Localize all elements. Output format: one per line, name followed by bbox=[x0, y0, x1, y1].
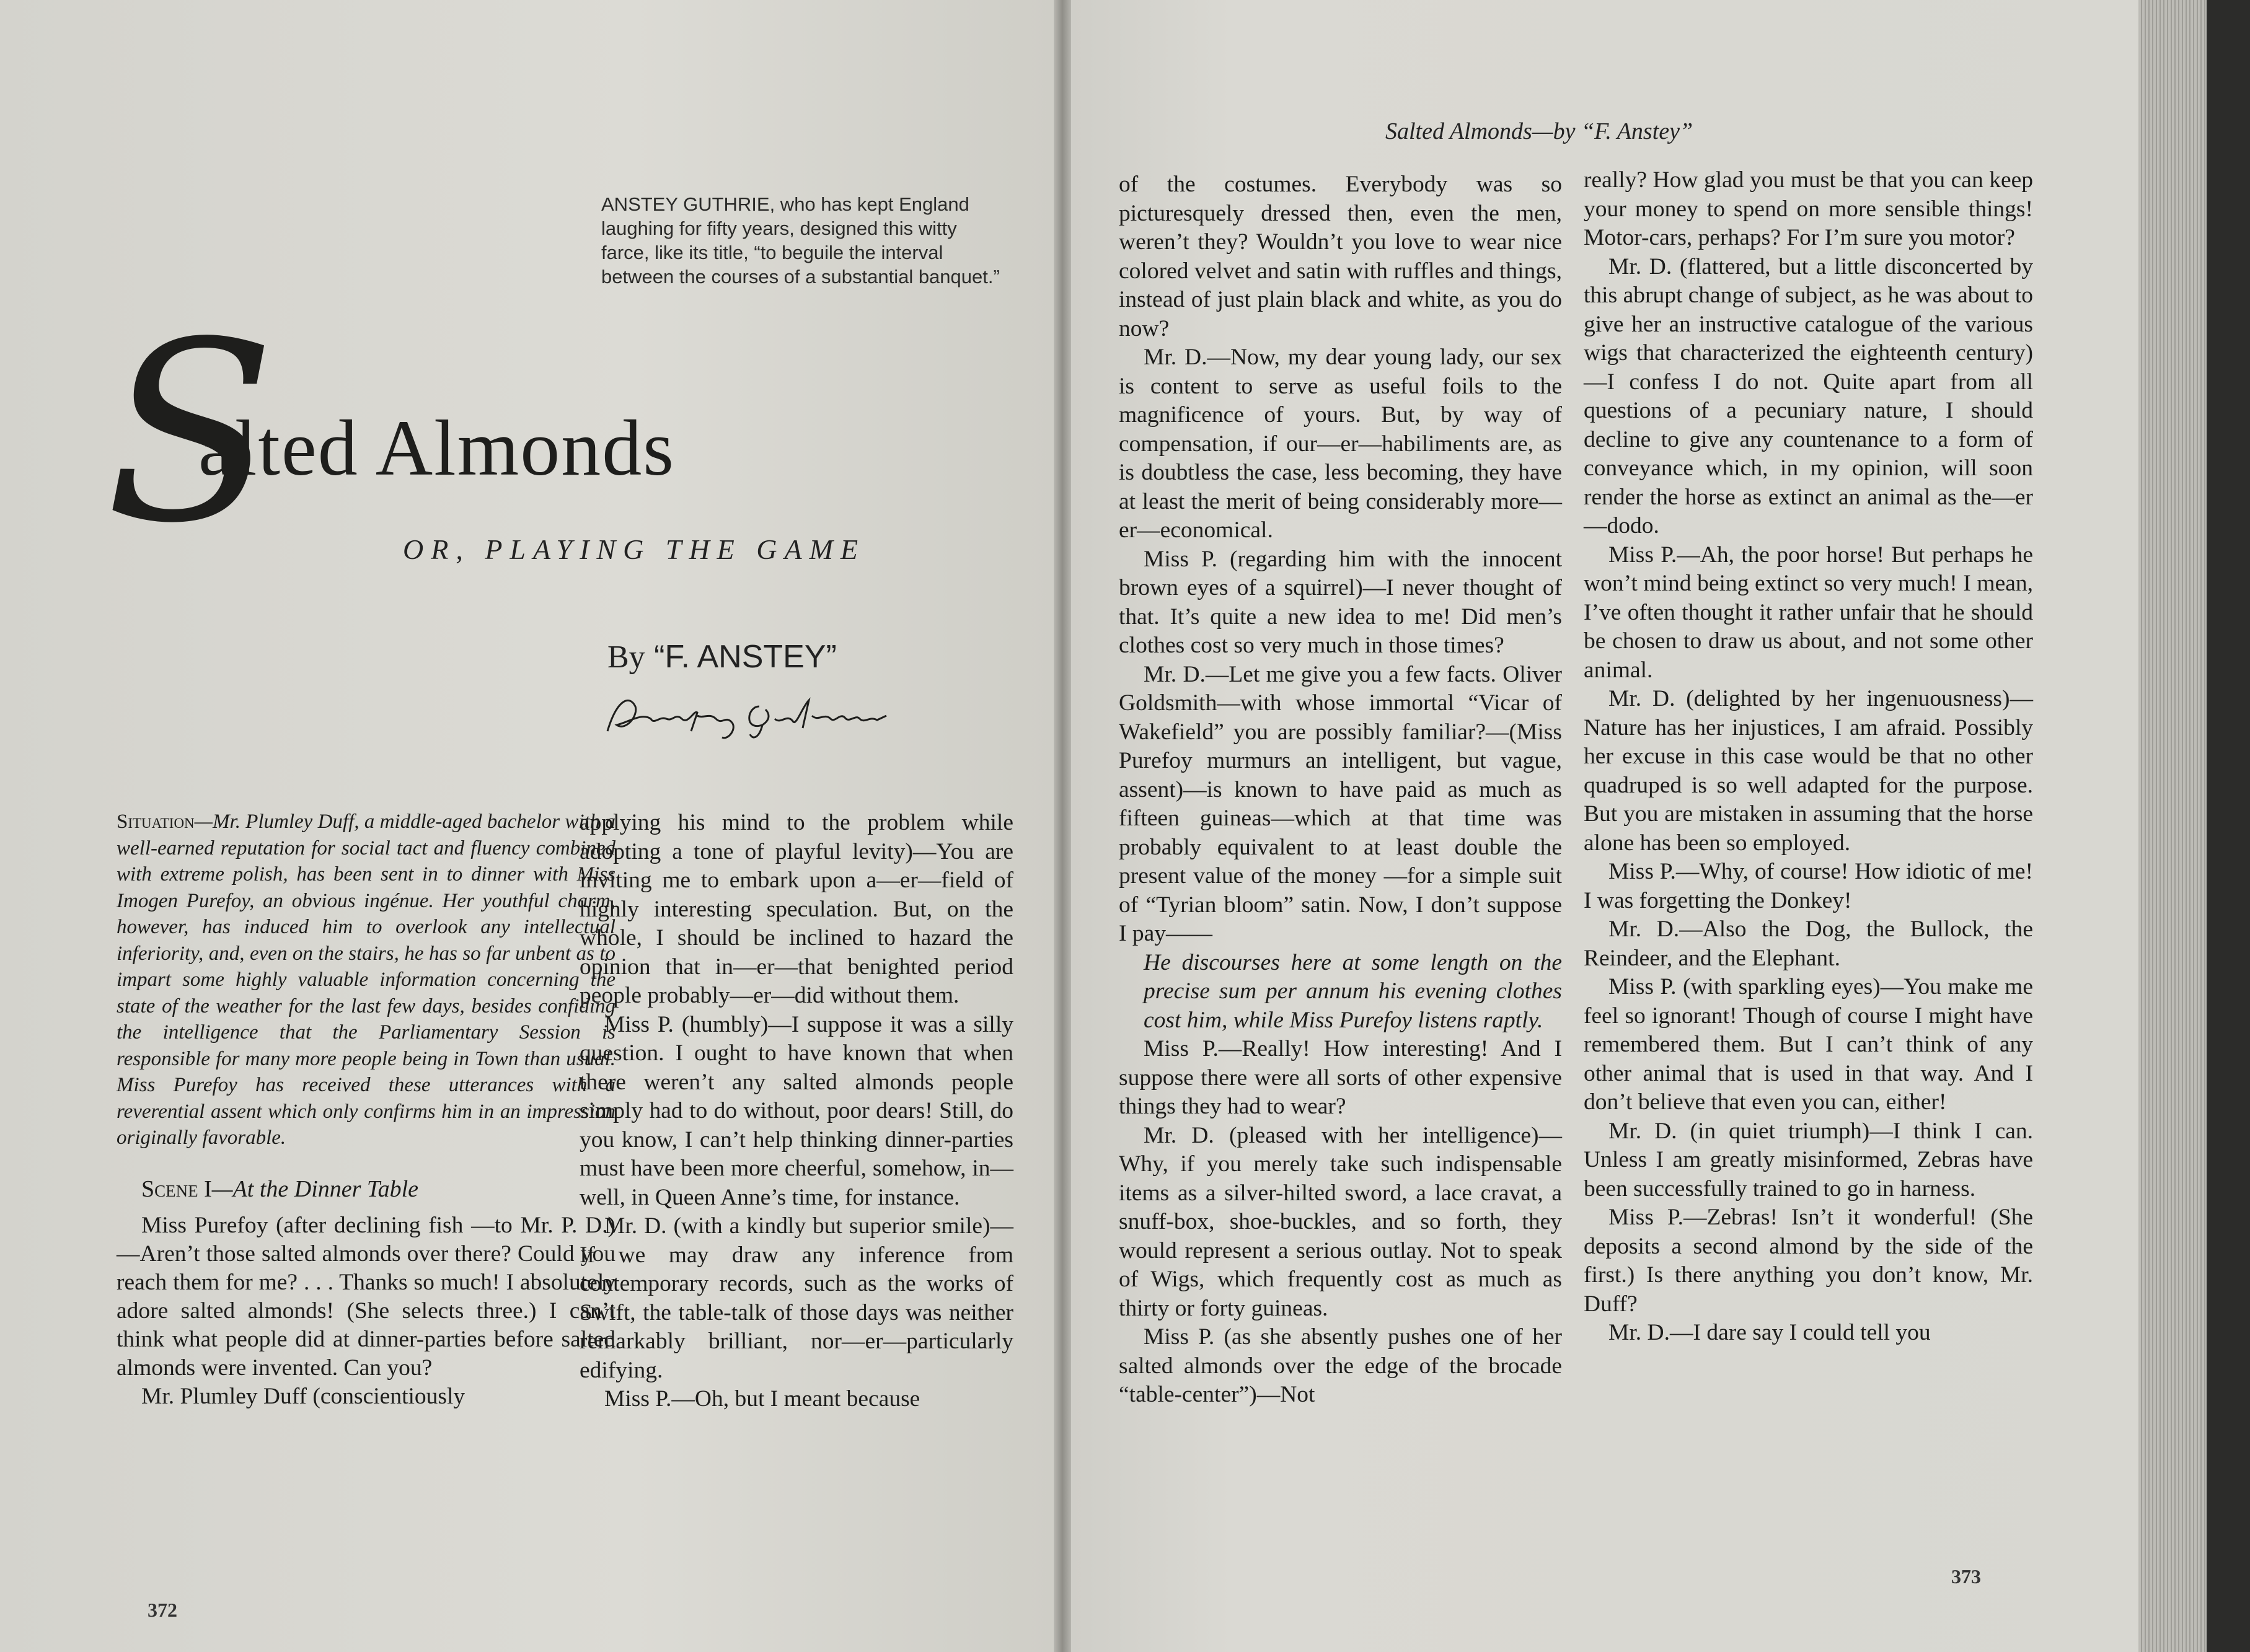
subtitle: OR, PLAYING THE GAME bbox=[403, 534, 865, 565]
byline bbox=[607, 638, 837, 675]
right-column-1 bbox=[1119, 170, 1562, 1410]
paragraph: Mr. D. (in quiet triumph)—I think I can. Unless I am greatly misinformed, Zebras have been successfully trained to go in harness. bbox=[1584, 1118, 2033, 1202]
paragraph: Miss P. (regarding him with the innocent brown eyes of a squirrel)—I never thought of that. It’s quite a new idea to me! Did men’s clothes cost so very much in those times? bbox=[1119, 546, 1562, 658]
paragraph: Miss P.—Why, of course! How idiotic of me! I was forgetting the Donkey! bbox=[1584, 859, 2033, 913]
paragraph: Miss P. (humbly)—I suppose it was a silly question. I ought to have known that when there weren’t any salted almonds people simply had to do without, poor dears! Still, do you know, I can’t help thinking dinner-parties must have been more cheerful, somehow, in—well, in Queen Anne’s time, for instance. bbox=[580, 1011, 1013, 1210]
situation-paragraph bbox=[117, 809, 615, 1151]
paragraph: Miss P.—Zebras! Isn’t it wonderful! (She deposits a second almond by the side of the first.) Is there anything you don’t know, Mr. Duff? bbox=[1584, 1205, 2033, 1317]
paragraph: Mr. D.—Now, my dear young lady, our sex is content to serve as useful foils to the magnificence of yours. But, by way of compensation, if our—er—habiliments are, as is doubtless the case, less becoming, they have at least the merit of being considerably more—er—economical. bbox=[1119, 345, 1562, 543]
paragraph: Miss P. (as she absently pushes one of her salted almonds over the edge of the brocade “table-center”)—Not bbox=[1119, 1324, 1562, 1407]
book-gutter bbox=[1054, 0, 1071, 1652]
paragraph: Mr. D. (pleased with her intelligence)—Why, if you merely take such indispensable items as a silver-hilted sword, a lace cravat, a snuff-box, shoe-buckles, and so forth, they would represent a serious outlay. Not to speak of Wigs, which frequently cost as much as thirty or forty guineas. bbox=[1119, 1122, 1562, 1321]
paragraph: Mr. D.—Also the Dog, the Bullock, the Reindeer, and the Elephant. bbox=[1584, 916, 2033, 971]
paragraph: Mr. D.—I dare say I could tell you bbox=[1608, 1320, 1931, 1345]
scene-title: —At the Dinner Table bbox=[211, 1175, 418, 1202]
left-column-1 bbox=[117, 809, 615, 1411]
paragraph: Mr. Plumley Duff (conscientiously bbox=[141, 1383, 465, 1409]
paragraph: Miss P.—Really! How interesting! And I suppose there were all sorts of other expensive things they had to wear? bbox=[1119, 1036, 1562, 1119]
page-number-right: 373 bbox=[1951, 1565, 1981, 1588]
paragraph: applying his mind to the problem while adopting a tone of playful levity)—You are inviting me to embark upon a—er—field of highly interesting speculation. But, on the whole, I should be inclined to hazard the opinion that in—er—that benighted period people probably—er—did without them. bbox=[580, 810, 1013, 1008]
paragraph: Miss P.—Ah, the poor horse! But perhaps he won’t mind being extinct so very much! I mean, I’ve often thought it rather unfair that he should be chosen to draw us about, and not some other animal. bbox=[1584, 542, 2033, 683]
left-column-2 bbox=[580, 809, 1013, 1414]
paragraph: Miss Purefoy (after declining fish —to Mr. P. D.)—Aren’t those salted almonds over there? Could you reach them for me? . . . Thanks so much! I absolutely adore salted almonds! (She selects three.) I can’t think what people did at dinner-parties before salted almonds were invented. Can you? bbox=[117, 1212, 615, 1381]
paragraph: of the costumes. Everybody was so picturesquely dressed then, even the men, weren’t they? Wouldn’t you love to wear nice colored velvet and satin with ruffles and things, instead of just plain black and white, as you do now? bbox=[1119, 172, 1562, 341]
page-number-left: 372 bbox=[148, 1599, 177, 1621]
situation-label: Situation bbox=[117, 811, 195, 833]
paragraph: Mr. D. (with a kindly but superior smile)—If we may draw any inference from contemporary records, such as the works of Swift, the table-talk of those days was neither remarkably brilliant, nor—er—particularly edifying. bbox=[580, 1213, 1013, 1383]
paragraph: Miss P. (with sparkling eyes)—You make me feel so ignorant! Though of course I might have remembered them. But I can’t think of any other animal that is used in that way. And I don’t believe that even you can, either! bbox=[1584, 974, 2033, 1115]
title-initial: S bbox=[105, 289, 276, 578]
right-column-2 bbox=[1584, 166, 2033, 1348]
author-signature bbox=[604, 688, 896, 744]
paragraph: Mr. D. (flattered, but a little disconcerted by this abrupt change of subject, as he was about to give her an instructive catalogue of the various wigs that characterized the eighteenth century)—I confess I do not. Quite apart from all questions of a pecuniary nature, I should decline to give any countenance to a form of conveyance which, in my opinion, will soon render the horse as extinct an animal as the—er—dodo. bbox=[1584, 253, 2033, 538]
paragraph: really? How glad you must be that you can keep your money to spend on more sensible things! Motor-cars, perhaps? For I’m sure you motor? bbox=[1584, 167, 2033, 250]
left-page bbox=[0, 0, 1054, 1652]
page-edges bbox=[2138, 0, 2250, 1652]
scene-label: Scene I bbox=[141, 1175, 212, 1202]
byline-author: “F. ANSTEY” bbox=[654, 639, 837, 675]
intro-note: ANSTEY GUTHRIE, who has kept England laughing for fifty years, designed this witty farce, like its title, “to beguile the interval between the courses of a substantial banquet.” bbox=[601, 193, 1000, 288]
paragraph: Mr. D.—Let me give you a few facts. Oliver Goldsmith—with whose immortal “Vicar of Wakefield” you are possibly familiar?—(Miss Purefoy murmurs an intelligent, but vague, assent)—is known to have paid as much as fifteen guineas—which at that time was probably equivalent to at least double the present value of the money —for a simple suit of “Tyrian bloom” satin. Now, I don’t suppose I pay—— bbox=[1119, 661, 1562, 946]
running-head: Salted Almonds—by “F. Anstey” bbox=[1385, 118, 1693, 144]
paragraph: Miss P.—Oh, but I meant because bbox=[604, 1386, 920, 1412]
scene-heading bbox=[117, 1176, 615, 1203]
byline-by: By bbox=[607, 639, 645, 675]
paragraph: Mr. D. (delighted by her ingenuousness)—Nature has her injustices, I am afraid. Possibly her excuse in this case would be that no other quadruped is so well adapted for the purpose. But you are mistaken in assuming that the horse alone has been so employed. bbox=[1584, 686, 2033, 856]
situation-text: —Mr. Plumley Duff, a middle-aged bachelor with a well-earned reputation for social tact and fluency combined with extreme polish, has been sent in to dinner with Miss Imogen Purefoy, an obvious ingénue. Her youthful charm, however, has induced him to overlook any intellectual inferiority, and, even on the stairs, he has so far unbent as to impart some highly valuable information concerning the state of the weather for the last few days, besides confiding the intelligence that the Parliamentary Session is responsible for many more people being in Town than usual. Miss Purefoy has received these utterances with a reverential assent which only confirms him in an impression originally favorable. bbox=[117, 811, 615, 1149]
title-text: alted Almonds bbox=[198, 404, 676, 492]
stage-direction: He discourses here at some length on the precise sum per annum his evening clothes cost him, while Miss Purefoy listens raptly. bbox=[1144, 949, 1562, 1033]
